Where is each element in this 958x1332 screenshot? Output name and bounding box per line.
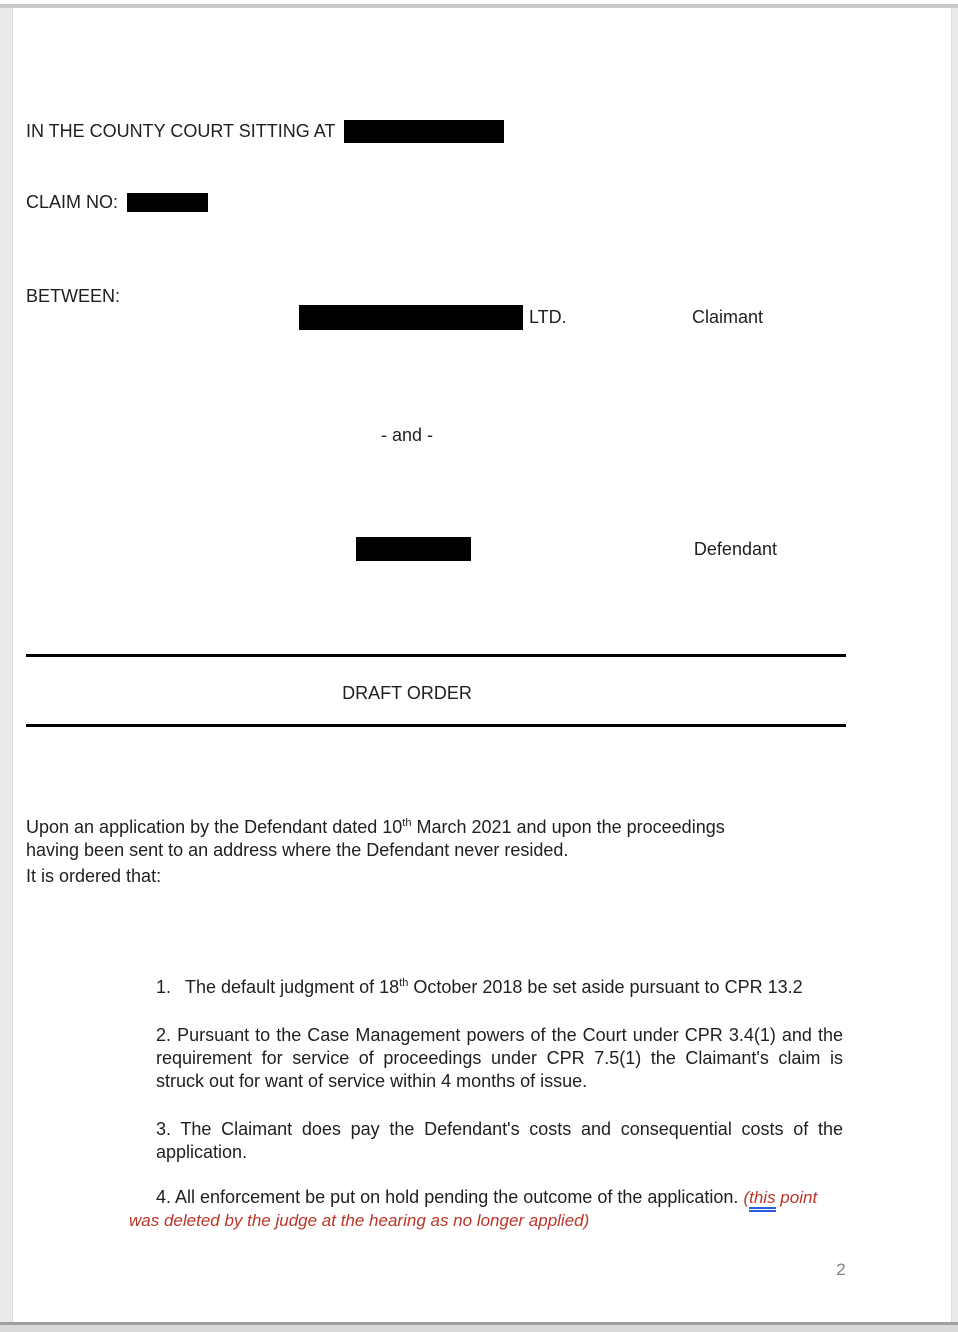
annotation-grammar-underlined-word: this [749, 1188, 775, 1212]
title-rule-bottom [26, 724, 846, 727]
order-item-2 [156, 1024, 843, 1093]
redaction-court-location [344, 120, 504, 143]
order-4-text: All enforcement be put on hold pending the outcome of the application. [175, 1187, 739, 1207]
court-heading-row [26, 120, 938, 143]
order-4-number: 4. [156, 1187, 172, 1207]
order-item-4 [129, 1186, 851, 1232]
title-rule-top [26, 654, 846, 657]
preamble-ordinal-suffix: th [402, 817, 412, 829]
preamble-paragraph [26, 816, 740, 862]
annotation-rest: point was deleted by the judge at the hearing as no longer applied) [129, 1188, 818, 1230]
redaction-defendant-name [356, 537, 471, 561]
and-separator: - and - [380, 425, 434, 445]
redaction-claim-number [127, 193, 208, 212]
viewer-right-edge [952, 8, 958, 1332]
document-title: DRAFT ORDER [342, 683, 472, 703]
document-page [12, 8, 952, 1322]
preamble-text-start: Upon an application by the Defendant dated 10 [26, 817, 403, 837]
claimant-row [26, 305, 938, 330]
order-3-number: 3. [156, 1119, 172, 1139]
order-1-ordinal-suffix: th [399, 977, 409, 989]
defendant-role-label: Defendant [693, 538, 777, 559]
viewer-left-edge [0, 8, 12, 1332]
between-label: BETWEEN: [26, 286, 121, 306]
claimant-role-label: Claimant [691, 307, 763, 327]
order-item-3 [156, 1118, 843, 1164]
claim-number-row [26, 192, 938, 213]
viewer-bottom-edge [0, 1322, 958, 1332]
order-3-text: The Claimant does pay the Defendant's costs and consequential costs of the application. [156, 1119, 843, 1162]
viewer-top-edge [0, 4, 958, 8]
ordered-label: It is ordered that: [26, 866, 162, 886]
redaction-claimant-name [299, 305, 523, 330]
order-2-number: 2. [156, 1025, 172, 1045]
defendant-row [26, 537, 938, 561]
claim-number-label: CLAIM NO: [26, 192, 119, 212]
order-1-number: 1. [156, 977, 172, 997]
annotation-open-paren: ( [743, 1188, 750, 1207]
claimant-name-suffix: LTD. [529, 307, 567, 327]
court-heading-text: IN THE COUNTY COURT SITTING AT [26, 121, 336, 141]
order-1-text-start: The default judgment of 18 [185, 977, 400, 997]
order-1-text-end: October 2018 be set aside pursuant to CPR 13.2 [408, 977, 803, 997]
order-2-text: Pursuant to the Case Management powers of the Court under CPR 3.4(1) and the requirement for service of proceedings under CPR 7.5(1) the Claimant's claim is struck out for want of service within 4 months of issue. [156, 1025, 843, 1091]
preamble-text-end: March 2021 and upon the proceedings having been sent to an address where the Defendant never resided. [26, 817, 725, 860]
page-number: 2 [836, 1260, 846, 1279]
order-item-1 [156, 976, 938, 999]
